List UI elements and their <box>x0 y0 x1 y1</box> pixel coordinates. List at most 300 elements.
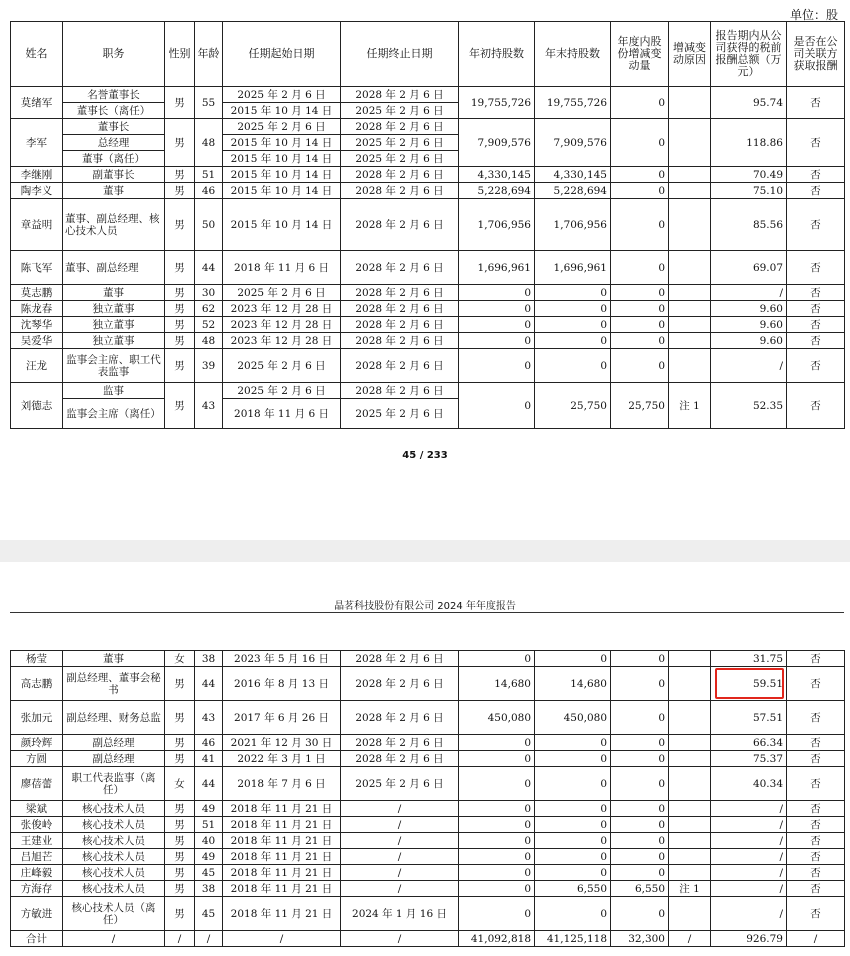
pay-cell: / <box>711 817 787 833</box>
end-date-cell: 2025 年 2 月 6 日 <box>341 399 459 429</box>
age-cell: 41 <box>195 751 223 767</box>
pay-cell: / <box>711 897 787 931</box>
begin-shares-cell: 1,696,961 <box>459 251 535 285</box>
begin-shares-cell: 0 <box>459 317 535 333</box>
end-date-cell: 2028 年 2 月 6 日 <box>341 87 459 103</box>
name-cell: 方圆 <box>11 751 63 767</box>
change-cell: 0 <box>611 285 669 301</box>
end-date-cell: / <box>341 849 459 865</box>
begin-shares-cell: 0 <box>459 833 535 849</box>
related-cell: 否 <box>787 833 845 849</box>
role-cell: 核心技术人员 <box>63 801 165 817</box>
change-cell: 0 <box>611 865 669 881</box>
table-row <box>11 801 845 817</box>
end-date-cell: / <box>341 817 459 833</box>
age-cell: 40 <box>195 833 223 849</box>
begin-shares-cell: 14,680 <box>459 667 535 701</box>
name-cell: 莫绪军 <box>11 87 63 119</box>
role-cell: 副总经理、董事会秘书 <box>63 667 165 701</box>
age-cell: 45 <box>195 865 223 881</box>
start-date-cell: 2018 年 11 月 21 日 <box>223 881 341 897</box>
gender-cell: 男 <box>165 317 195 333</box>
header-cell: 年度内股份增减变动量 <box>611 22 669 87</box>
end-shares-cell: 0 <box>535 285 611 301</box>
header-cell: 报告期内从公司获得的税前报酬总额（万元） <box>711 22 787 87</box>
total-begin-shares-cell: 41,092,818 <box>459 931 535 947</box>
highlight-box <box>715 668 784 699</box>
end-shares-cell: 0 <box>535 735 611 751</box>
role-cell: 董事长（离任） <box>63 103 165 119</box>
reason-cell <box>669 333 711 349</box>
total-related-cell: / <box>787 931 845 947</box>
pay-cell: / <box>711 285 787 301</box>
end-shares-cell: 6,550 <box>535 881 611 897</box>
pay-cell: / <box>711 833 787 849</box>
name-cell: 张俊岭 <box>11 817 63 833</box>
related-cell: 否 <box>787 183 845 199</box>
gender-cell: 男 <box>165 667 195 701</box>
begin-shares-cell: 0 <box>459 767 535 801</box>
age-cell: 38 <box>195 881 223 897</box>
role-cell: 董事 <box>63 285 165 301</box>
role-cell: 董事 <box>63 183 165 199</box>
gender-cell: 男 <box>165 87 195 119</box>
role-cell: 监事 <box>63 383 165 399</box>
role-cell: 董事、副总经理 <box>63 251 165 285</box>
gender-cell: 男 <box>165 199 195 251</box>
start-date-cell: 2018 年 11 月 21 日 <box>223 801 341 817</box>
related-cell: 否 <box>787 199 845 251</box>
table-row <box>11 849 845 865</box>
age-cell: 51 <box>195 817 223 833</box>
end-date-cell: 2028 年 2 月 6 日 <box>341 751 459 767</box>
start-date-cell: 2023 年 12 月 28 日 <box>223 317 341 333</box>
start-date-cell: 2025 年 2 月 6 日 <box>223 383 341 399</box>
name-cell: 汪龙 <box>11 349 63 383</box>
total-start-date-cell: / <box>223 931 341 947</box>
end-date-cell: 2025 年 2 月 6 日 <box>341 767 459 801</box>
pay-cell: 75.10 <box>711 183 787 199</box>
gender-cell: 男 <box>165 285 195 301</box>
reason-cell <box>669 833 711 849</box>
related-cell: 否 <box>787 881 845 897</box>
reason-cell: 注 1 <box>669 383 711 429</box>
end-shares-cell: 1,706,956 <box>535 199 611 251</box>
related-cell: 否 <box>787 701 845 735</box>
end-date-cell: / <box>341 833 459 849</box>
name-cell: 方海存 <box>11 881 63 897</box>
begin-shares-cell: 0 <box>459 349 535 383</box>
table-row <box>11 167 845 183</box>
name-cell: 沈琴华 <box>11 317 63 333</box>
table-row <box>11 317 845 333</box>
pay-cell: / <box>711 865 787 881</box>
total-change-cell: 32,300 <box>611 931 669 947</box>
reason-cell <box>669 701 711 735</box>
header-cell: 增减变动原因 <box>669 22 711 87</box>
end-shares-cell: 0 <box>535 349 611 383</box>
begin-shares-cell: 0 <box>459 751 535 767</box>
end-date-cell: / <box>341 865 459 881</box>
gender-cell: 男 <box>165 801 195 817</box>
reason-cell <box>669 167 711 183</box>
role-cell: 核心技术人员 <box>63 817 165 833</box>
role-cell: 职工代表监事（离任） <box>63 767 165 801</box>
age-cell: 49 <box>195 801 223 817</box>
reason-cell: 注 1 <box>669 881 711 897</box>
start-date-cell: 2018 年 11 月 21 日 <box>223 817 341 833</box>
end-shares-cell: 0 <box>535 333 611 349</box>
end-date-cell: 2028 年 2 月 6 日 <box>341 383 459 399</box>
change-cell: 0 <box>611 333 669 349</box>
end-date-cell: / <box>341 881 459 897</box>
change-cell: 0 <box>611 767 669 801</box>
total-reason-cell: / <box>669 931 711 947</box>
table-row <box>11 767 845 801</box>
role-cell: 董事 <box>63 651 165 667</box>
change-cell: 0 <box>611 301 669 317</box>
begin-shares-cell: 1,706,956 <box>459 199 535 251</box>
related-cell: 否 <box>787 251 845 285</box>
pay-cell: 9.60 <box>711 301 787 317</box>
start-date-cell: 2015 年 10 月 14 日 <box>223 167 341 183</box>
unit-label: 单位：股 <box>789 8 838 22</box>
table-row <box>11 119 845 135</box>
footnote-cut-off <box>10 947 844 956</box>
age-cell: 50 <box>195 199 223 251</box>
gender-cell: 男 <box>165 383 195 429</box>
related-cell: 否 <box>787 119 845 167</box>
gender-cell: 男 <box>165 735 195 751</box>
pay-cell: 118.86 <box>711 119 787 167</box>
name-cell: 陈龙春 <box>11 301 63 317</box>
begin-shares-cell: 0 <box>459 881 535 897</box>
end-shares-cell: 0 <box>535 897 611 931</box>
role-cell: 核心技术人员 <box>63 865 165 881</box>
table-row <box>11 865 845 881</box>
header-cell: 性别 <box>165 22 195 87</box>
name-cell: 陶李义 <box>11 183 63 199</box>
end-date-cell: 2028 年 2 月 6 日 <box>341 349 459 383</box>
start-date-cell: 2018 年 11 月 21 日 <box>223 849 341 865</box>
change-cell: 0 <box>611 667 669 701</box>
total-age-cell: / <box>195 931 223 947</box>
begin-shares-cell: 0 <box>459 865 535 881</box>
begin-shares-cell: 7,909,576 <box>459 119 535 167</box>
age-cell: 43 <box>195 383 223 429</box>
end-shares-cell: 14,680 <box>535 667 611 701</box>
name-cell: 莫志鹏 <box>11 285 63 301</box>
gender-cell: 男 <box>165 333 195 349</box>
role-cell: 核心技术人员 <box>63 881 165 897</box>
begin-shares-cell: 0 <box>459 735 535 751</box>
header-cell: 是否在公司关联方获取报酬 <box>787 22 845 87</box>
pay-cell: / <box>711 801 787 817</box>
name-cell: 陈飞军 <box>11 251 63 285</box>
end-date-cell: / <box>341 801 459 817</box>
reason-cell <box>669 651 711 667</box>
start-date-cell: 2015 年 10 月 14 日 <box>223 151 341 167</box>
role-cell: 董事、副总经理、核心技术人员 <box>63 199 165 251</box>
begin-shares-cell: 0 <box>459 817 535 833</box>
age-cell: 51 <box>195 167 223 183</box>
related-cell: 否 <box>787 735 845 751</box>
related-cell: 否 <box>787 667 845 701</box>
start-date-cell: 2015 年 10 月 14 日 <box>223 103 341 119</box>
name-cell: 王建业 <box>11 833 63 849</box>
gender-cell: 女 <box>165 651 195 667</box>
start-date-cell: 2025 年 2 月 6 日 <box>223 87 341 103</box>
begin-shares-cell: 5,228,694 <box>459 183 535 199</box>
reason-cell <box>669 349 711 383</box>
name-cell: 张加元 <box>11 701 63 735</box>
reason-cell <box>669 301 711 317</box>
header-cell: 任期起始日期 <box>223 22 341 87</box>
role-cell: 总经理 <box>63 135 165 151</box>
reason-cell <box>669 751 711 767</box>
table-row <box>11 817 845 833</box>
pay-value: 59.51 <box>752 677 783 690</box>
table-row <box>11 751 845 767</box>
reason-cell <box>669 667 711 701</box>
start-date-cell: 2025 年 2 月 6 日 <box>223 285 341 301</box>
table-row <box>11 183 845 199</box>
page-gap <box>0 540 850 562</box>
table-row <box>11 87 845 103</box>
age-cell: 38 <box>195 651 223 667</box>
start-date-cell: 2025 年 2 月 6 日 <box>223 349 341 383</box>
table-row <box>11 881 845 897</box>
change-cell: 0 <box>611 801 669 817</box>
table-row <box>11 349 845 383</box>
related-cell: 否 <box>787 317 845 333</box>
change-cell: 0 <box>611 897 669 931</box>
related-cell: 否 <box>787 865 845 881</box>
name-cell: 廖蓓蕾 <box>11 767 63 801</box>
begin-shares-cell: 0 <box>459 383 535 429</box>
start-date-cell: 2022 年 3 月 1 日 <box>223 751 341 767</box>
related-cell: 否 <box>787 333 845 349</box>
end-shares-cell: 0 <box>535 801 611 817</box>
pay-cell: 9.60 <box>711 333 787 349</box>
role-cell: 副总经理 <box>63 735 165 751</box>
role-cell: 监事会主席、职工代表监事 <box>63 349 165 383</box>
pay-cell: 66.34 <box>711 735 787 751</box>
role-cell: 副总经理 <box>63 751 165 767</box>
end-date-cell: 2024 年 1 月 16 日 <box>341 897 459 931</box>
gender-cell: 男 <box>165 833 195 849</box>
end-shares-cell: 19,755,726 <box>535 87 611 119</box>
table-row <box>11 833 845 849</box>
begin-shares-cell: 450,080 <box>459 701 535 735</box>
related-cell: 否 <box>787 849 845 865</box>
pay-cell <box>711 667 787 701</box>
start-date-cell: 2015 年 10 月 14 日 <box>223 135 341 151</box>
related-cell: 否 <box>787 897 845 931</box>
gender-cell: 男 <box>165 251 195 285</box>
name-cell: 李继刚 <box>11 167 63 183</box>
start-date-cell: 2023 年 12 月 28 日 <box>223 301 341 317</box>
gender-cell: 男 <box>165 897 195 931</box>
begin-shares-cell: 0 <box>459 897 535 931</box>
page-number: 45 / 233 <box>402 450 448 461</box>
table-body <box>11 651 845 947</box>
pay-cell: 75.37 <box>711 751 787 767</box>
age-cell: 44 <box>195 667 223 701</box>
role-cell: 独立董事 <box>63 333 165 349</box>
total-name-cell: 合计 <box>11 931 63 947</box>
reason-cell <box>669 87 711 119</box>
executive-table-part2 <box>10 650 845 947</box>
change-cell: 0 <box>611 199 669 251</box>
end-date-cell: 2028 年 2 月 6 日 <box>341 285 459 301</box>
begin-shares-cell: 0 <box>459 333 535 349</box>
start-date-cell: 2021 年 12 月 30 日 <box>223 735 341 751</box>
change-cell: 0 <box>611 651 669 667</box>
pay-cell: 40.34 <box>711 767 787 801</box>
reason-cell <box>669 317 711 333</box>
end-date-cell: 2028 年 2 月 6 日 <box>341 317 459 333</box>
end-date-cell: 2025 年 2 月 6 日 <box>341 151 459 167</box>
reason-cell <box>669 897 711 931</box>
table-row <box>11 333 845 349</box>
change-cell: 0 <box>611 751 669 767</box>
name-cell: 颜玲辉 <box>11 735 63 751</box>
gender-cell: 男 <box>165 751 195 767</box>
role-cell: 独立董事 <box>63 317 165 333</box>
pay-cell: 95.74 <box>711 87 787 119</box>
begin-shares-cell: 19,755,726 <box>459 87 535 119</box>
related-cell: 否 <box>787 767 845 801</box>
role-cell: 副董事长 <box>63 167 165 183</box>
role-cell: 独立董事 <box>63 301 165 317</box>
age-cell: 30 <box>195 285 223 301</box>
table-row <box>11 301 845 317</box>
age-cell: 46 <box>195 183 223 199</box>
table-row <box>11 667 845 701</box>
table-row <box>11 383 845 399</box>
age-cell: 48 <box>195 333 223 349</box>
end-shares-cell: 0 <box>535 833 611 849</box>
change-cell: 0 <box>611 183 669 199</box>
gender-cell: 男 <box>165 119 195 167</box>
total-role-cell: / <box>63 931 165 947</box>
name-cell: 杨莹 <box>11 651 63 667</box>
related-cell: 否 <box>787 651 845 667</box>
end-shares-cell: 0 <box>535 651 611 667</box>
age-cell: 52 <box>195 317 223 333</box>
table-row <box>11 199 845 251</box>
reason-cell <box>669 817 711 833</box>
end-shares-cell: 0 <box>535 751 611 767</box>
start-date-cell: 2025 年 2 月 6 日 <box>223 119 341 135</box>
change-cell: 0 <box>611 817 669 833</box>
reason-cell <box>669 849 711 865</box>
begin-shares-cell: 0 <box>459 801 535 817</box>
change-cell: 0 <box>611 251 669 285</box>
table-row <box>11 701 845 735</box>
age-cell: 44 <box>195 251 223 285</box>
age-cell: 43 <box>195 701 223 735</box>
end-shares-cell: 0 <box>535 865 611 881</box>
name-cell: 吴爱华 <box>11 333 63 349</box>
end-shares-cell: 5,228,694 <box>535 183 611 199</box>
end-date-cell: 2028 年 2 月 6 日 <box>341 251 459 285</box>
end-shares-cell: 450,080 <box>535 701 611 735</box>
related-cell: 否 <box>787 383 845 429</box>
related-cell: 否 <box>787 167 845 183</box>
age-cell: 62 <box>195 301 223 317</box>
pay-cell: 85.56 <box>711 199 787 251</box>
total-pay-cell: 926.79 <box>711 931 787 947</box>
start-date-cell: 2018 年 11 月 21 日 <box>223 833 341 849</box>
end-shares-cell: 25,750 <box>535 383 611 429</box>
reason-cell <box>669 199 711 251</box>
age-cell: 49 <box>195 849 223 865</box>
total-gender-cell: / <box>165 931 195 947</box>
change-cell: 6,550 <box>611 881 669 897</box>
name-cell: 梁斌 <box>11 801 63 817</box>
header-cell: 年龄 <box>195 22 223 87</box>
executive-table-part1 <box>10 21 845 429</box>
begin-shares-cell: 0 <box>459 849 535 865</box>
related-cell: 否 <box>787 349 845 383</box>
begin-shares-cell: 0 <box>459 301 535 317</box>
start-date-cell: 2018 年 11 月 21 日 <box>223 865 341 881</box>
table-row <box>11 897 845 931</box>
reason-cell <box>669 735 711 751</box>
age-cell: 46 <box>195 735 223 751</box>
related-cell: 否 <box>787 817 845 833</box>
end-date-cell: 2028 年 2 月 6 日 <box>341 701 459 735</box>
end-date-cell: 2028 年 2 月 6 日 <box>341 301 459 317</box>
reason-cell <box>669 183 711 199</box>
role-cell: 副总经理、财务总监 <box>63 701 165 735</box>
role-cell: 核心技术人员 <box>63 833 165 849</box>
begin-shares-cell: 0 <box>459 651 535 667</box>
change-cell: 0 <box>611 833 669 849</box>
end-date-cell: 2028 年 2 月 6 日 <box>341 183 459 199</box>
end-date-cell: 2028 年 2 月 6 日 <box>341 735 459 751</box>
end-date-cell: 2028 年 2 月 6 日 <box>341 667 459 701</box>
change-cell: 0 <box>611 849 669 865</box>
start-date-cell: 2023 年 12 月 28 日 <box>223 333 341 349</box>
change-cell: 0 <box>611 167 669 183</box>
start-date-cell: 2017 年 6 月 26 日 <box>223 701 341 735</box>
end-shares-cell: 7,909,576 <box>535 119 611 167</box>
total-end-date-cell: / <box>341 931 459 947</box>
end-shares-cell: 4,330,145 <box>535 167 611 183</box>
age-cell: 55 <box>195 87 223 119</box>
gender-cell: 男 <box>165 167 195 183</box>
end-shares-cell: 0 <box>535 317 611 333</box>
end-shares-cell: 0 <box>535 849 611 865</box>
change-cell: 0 <box>611 317 669 333</box>
age-cell: 39 <box>195 349 223 383</box>
gender-cell: 男 <box>165 849 195 865</box>
begin-shares-cell: 4,330,145 <box>459 167 535 183</box>
related-cell: 否 <box>787 87 845 119</box>
related-cell: 否 <box>787 751 845 767</box>
end-date-cell: 2028 年 2 月 6 日 <box>341 167 459 183</box>
start-date-cell: 2018 年 11 月 21 日 <box>223 897 341 931</box>
start-date-cell: 2015 年 10 月 14 日 <box>223 183 341 199</box>
gender-cell: 男 <box>165 865 195 881</box>
related-cell: 否 <box>787 801 845 817</box>
age-cell: 45 <box>195 897 223 931</box>
end-shares-cell: 0 <box>535 817 611 833</box>
document-title: 晶茗科技股份有限公司 2024 年年度报告 <box>334 601 516 612</box>
